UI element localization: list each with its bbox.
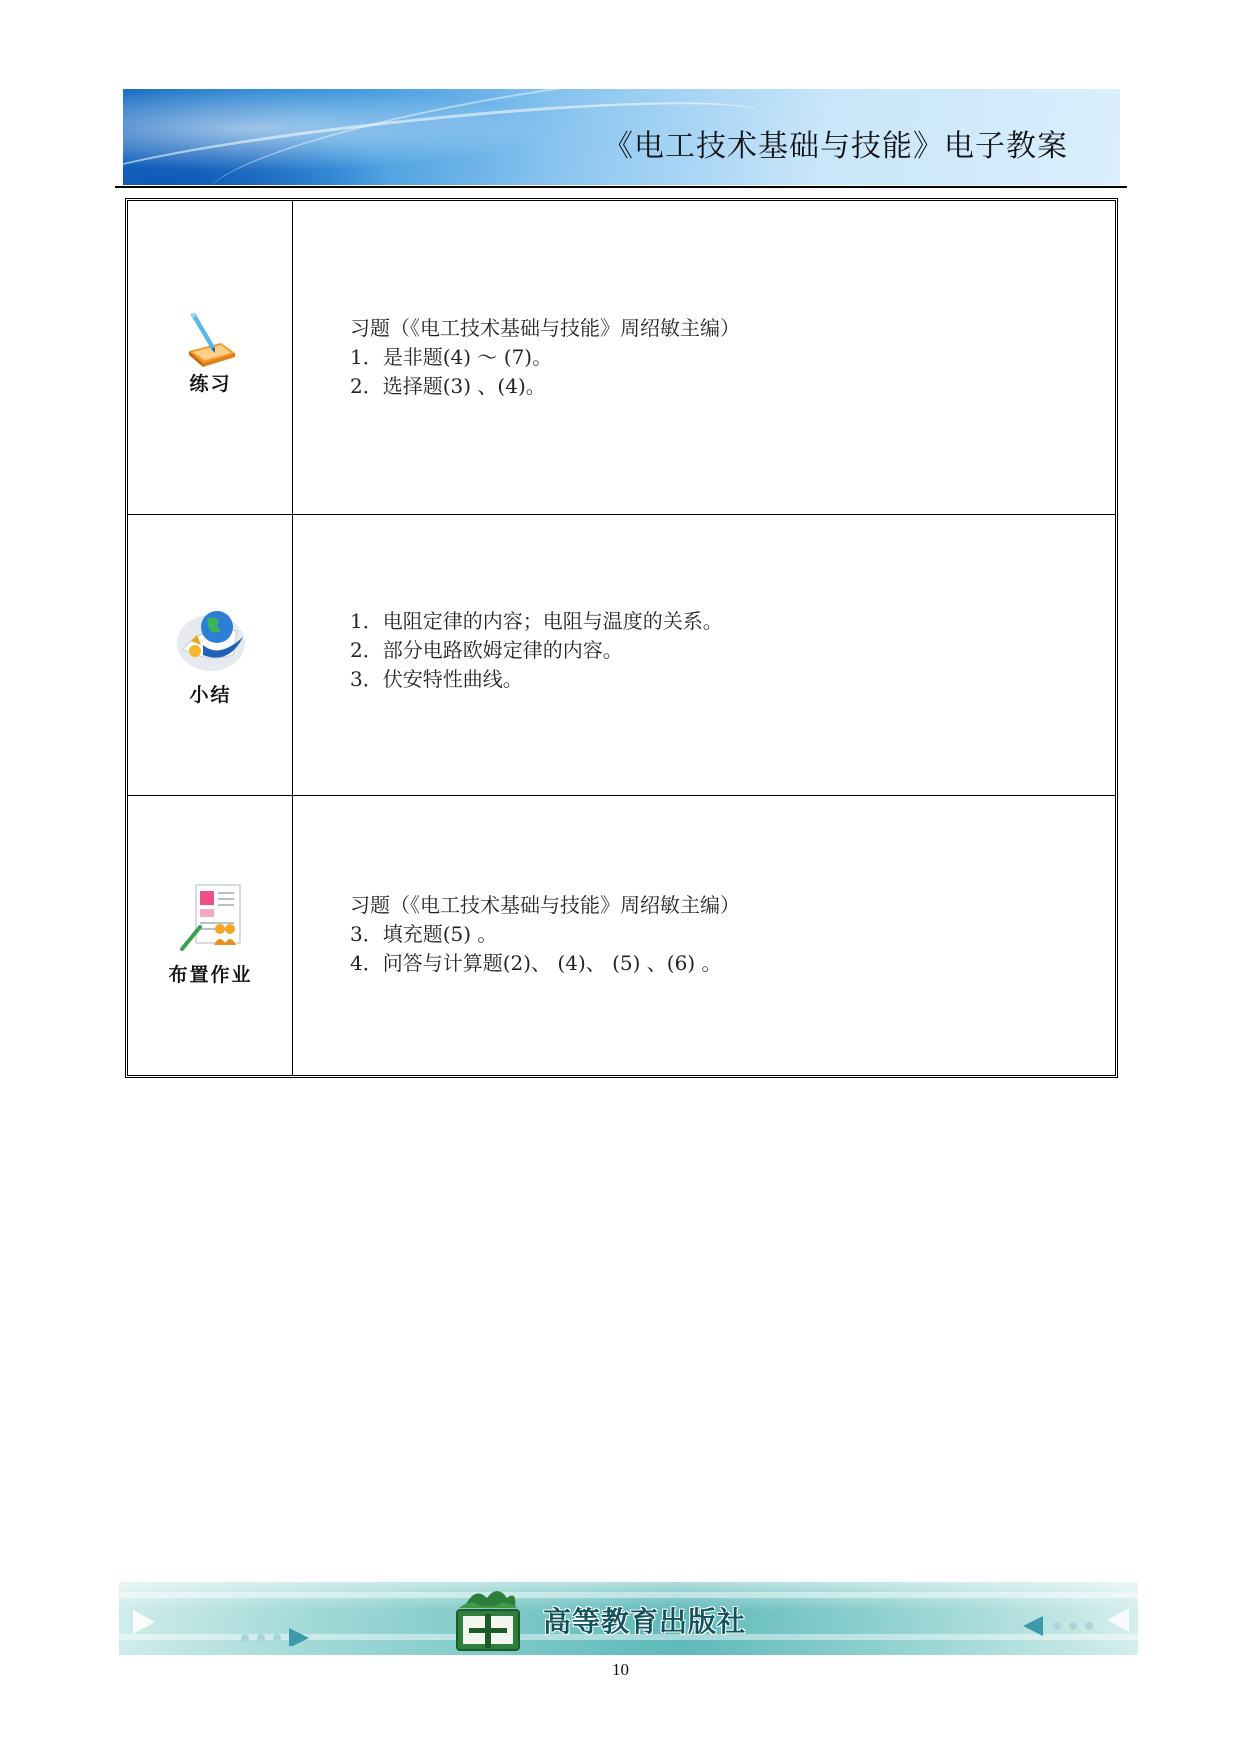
label-cell — [128, 796, 293, 1075]
row-label: 布置作业 — [168, 964, 253, 986]
content-line: 1．是非题(4) ～ (7)。 — [350, 345, 553, 369]
table-row-practice — [128, 201, 1115, 515]
page-number: 10 — [612, 1660, 629, 1679]
arrow-left-icon — [1021, 1608, 1131, 1652]
content-line: 4．问答与计算题(2)、 (4)、 (5) 、(6) 。 — [350, 951, 722, 975]
arrow-right-icon — [133, 1606, 313, 1650]
header-banner — [123, 89, 1120, 185]
content-line: 3．填充题(5) 。 — [350, 922, 498, 946]
content-cell — [293, 515, 1115, 795]
footer-stripe — [119, 1592, 1138, 1598]
content-line: 2．部分电路欧姆定律的内容。 — [350, 638, 623, 662]
document-title: 《电工技术基础与技能》电子教案 — [603, 129, 1068, 164]
header-divider — [115, 186, 1127, 188]
row-label: 小结 — [189, 684, 232, 706]
content-line: 习题（《电工技术基础与技能》周绍敏主编） — [350, 893, 740, 917]
publisher-logo-icon — [445, 1584, 531, 1655]
footer-banner — [119, 1582, 1138, 1655]
assignment-document-icon — [128, 883, 293, 957]
content-cell — [293, 201, 1115, 514]
content-cell — [293, 796, 1115, 1075]
publisher-name: 高等教育出版社 — [543, 1605, 747, 1638]
row-label: 练习 — [189, 373, 232, 395]
lesson-table — [125, 198, 1118, 1078]
content-line: 1．电阻定律的内容；电阻与温度的关系。 — [350, 609, 723, 633]
content-text — [350, 607, 723, 694]
content-text — [350, 314, 740, 401]
content-line: 3．伏安特性曲线。 — [350, 667, 523, 691]
table-row-summary — [128, 515, 1115, 796]
notebook-pen-icon — [128, 313, 293, 375]
content-line: 习题（《电工技术基础与技能》周绍敏主编） — [350, 316, 740, 340]
label-cell — [128, 515, 293, 795]
label-cell — [128, 201, 293, 514]
content-line: 2．选择题(3) 、(4)。 — [350, 374, 546, 398]
table-row-homework — [128, 796, 1115, 1075]
content-text — [350, 891, 740, 978]
globe-summary-icon — [128, 605, 293, 677]
